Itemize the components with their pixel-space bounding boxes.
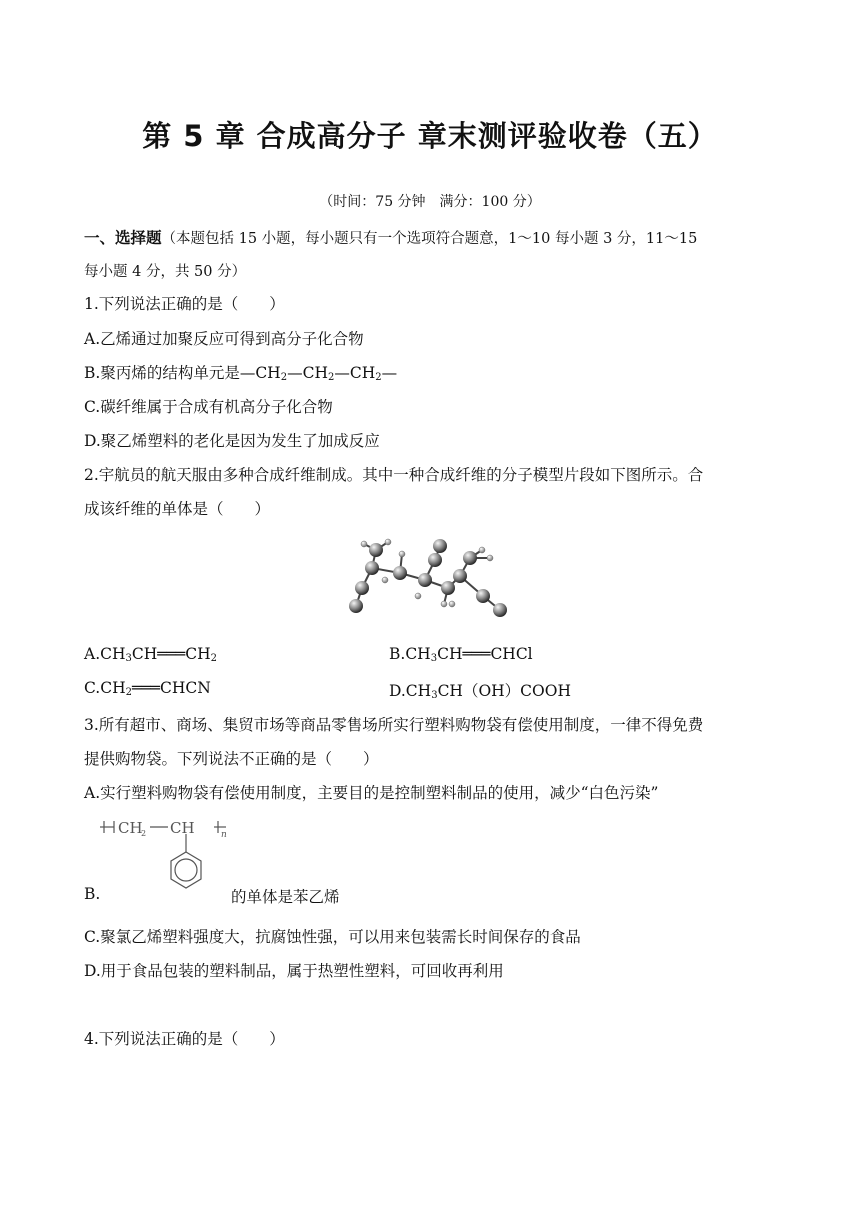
section-description: （本题包括 15 小题，每小题只有一个选项符合题意，1～10 每小题 3 分，11～15: [161, 231, 698, 247]
question-3-option-a: A.实行塑料购物袋有偿使用制度，主要目的是控制塑料制品的使用，减少“白色污染”: [84, 784, 659, 802]
carbon-atom: [393, 566, 407, 580]
formula-ch2-label: CH: [118, 819, 143, 837]
question-2-stem-cont: 成该纤维的单体是（ ）: [84, 500, 271, 518]
question-1-option-d: D.聚乙烯塑料的老化是因为发生了加成反应: [84, 432, 380, 450]
molecule-model-figure: [340, 528, 520, 628]
page-title: 第 5 章 合成高分子 章末测评验收卷（五）: [142, 119, 718, 153]
section-description-cont: 每小题 4 分，共 50 分）: [84, 264, 247, 280]
question-2-option-b: $B.CH_3CH═══CHCl$: [389, 645, 533, 664]
formula-n-label: n: [221, 830, 227, 840]
question-1-option-a: A.乙烯通过加聚反应可得到高分子化合物: [84, 330, 364, 348]
carbon-atom: [441, 581, 455, 595]
nitrogen-atom: [493, 603, 507, 617]
hydrogen-atom: [479, 547, 485, 553]
hydrogen-atom: [385, 539, 391, 545]
exam-meta: （时间：75 分钟 满分：100 分）: [319, 194, 541, 210]
carbon-atom: [463, 551, 477, 565]
polystyrene-structure-figure: [100, 812, 240, 898]
question-1-option-b: B.聚丙烯的结构单元是$—CH_2—CH_2—CH_2—$: [84, 364, 398, 383]
question-3-option-d: D.用于食品包装的塑料制品，属于热塑性塑料，可回收再利用: [84, 962, 504, 980]
question-1-option-c: C.碳纤维属于合成有机高分子化合物: [84, 398, 333, 416]
nitrogen-atom: [349, 599, 363, 613]
question-2-option-c: $C.CH_2═══CHCN$: [84, 679, 211, 698]
hydrogen-atom: [487, 555, 493, 561]
formula-ch-label: CH: [170, 819, 195, 837]
section-heading: 一、选择题: [84, 229, 162, 247]
hydrogen-atom: [415, 593, 421, 599]
nitrogen-atom: [433, 539, 447, 553]
question-4-stem: 4.下列说法正确的是（ ）: [84, 1030, 285, 1048]
section-heading-line: [84, 226, 697, 248]
hydrogen-atom: [382, 577, 388, 583]
question-2-option-a: $A.CH_3CH═══CH_2$: [84, 645, 217, 664]
question-1-stem: 1.下列说法正确的是（ ）: [84, 295, 285, 313]
carbon-atom: [369, 543, 383, 557]
carbon-atom: [365, 561, 379, 575]
hydrogen-atom: [449, 601, 455, 607]
hydrogen-atom: [361, 541, 367, 547]
carbon-atom: [453, 569, 467, 583]
question-3-option-b-label: B.: [84, 885, 101, 903]
carbon-atom: [355, 581, 369, 595]
question-3-stem: 3.所有超市、商场、集贸市场等商品零售场所实行塑料购物袋有偿使用制度，一律不得免费: [84, 716, 704, 734]
hydrogen-atom: [399, 551, 405, 557]
formula-ch2-subscript: 2: [141, 829, 147, 838]
question-2-stem: 2.宇航员的航天服由多种合成纤维制成。其中一种合成纤维的分子模型片段如下图所示。合: [84, 466, 704, 484]
carbon-atom: [428, 553, 442, 567]
carbon-atom: [418, 573, 432, 587]
question-3-option-c: C.聚氯乙烯塑料强度大，抗腐蚀性强，可以用来包装需长时间保存的食品: [84, 928, 581, 946]
question-3-option-b-text: 的单体是苯乙烯: [231, 888, 340, 906]
question-2-option-d: $D.CH_3CH(OH)COOH$: [389, 682, 571, 701]
question-3-stem-cont: 提供购物袋。下列说法不正确的是（ ）: [84, 750, 379, 768]
carbon-atom: [476, 589, 490, 603]
hydrogen-atom: [441, 601, 447, 607]
